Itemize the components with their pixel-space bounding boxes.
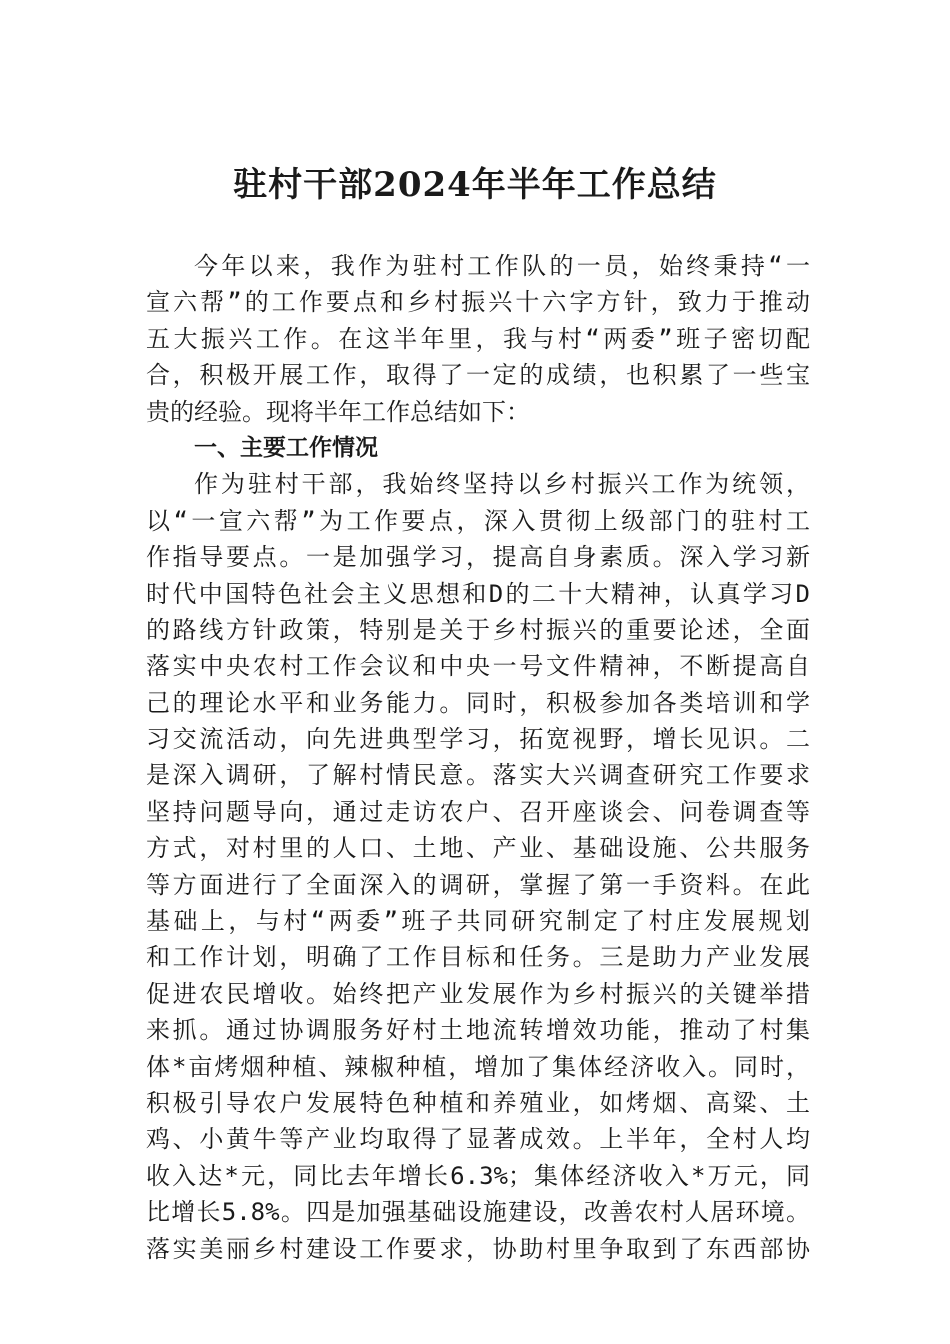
- section-line: 落实美丽乡村建设工作要求，协助村里争取到了东西部协: [146, 1234, 810, 1263]
- section-line: 落实中央农村工作会议和中央一号文件精神，不断提高自: [146, 652, 810, 681]
- intro-line: 贵的经验。现将半年工作总结如下：: [146, 397, 530, 426]
- section-heading: 一、主要工作情况: [194, 434, 378, 461]
- section-line: 作为驻村干部，我始终坚持以乡村振兴工作为统领，: [194, 470, 810, 499]
- section-line: 促进农民增收。始终把产业发展作为乡村振兴的关键举措: [146, 979, 810, 1008]
- section-line: 等方面进行了全面深入的调研，掌握了第一手资料。在此: [146, 870, 810, 899]
- section-line: 和工作计划，明确了工作目标和任务。三是助力产业发展: [146, 943, 810, 972]
- section-line: 作指导要点。一是加强学习，提高自身素质。深入学习新: [146, 543, 810, 572]
- section-line: 的路线方针政策，特别是关于乡村振兴的重要论述，全面: [146, 615, 810, 644]
- section-line: 积极引导农户发展特色种植和养殖业，如烤烟、高粱、土: [146, 1088, 810, 1117]
- section-line: 坚持问题导向，通过走访农户、召开座谈会、问卷调查等: [146, 797, 810, 826]
- section-line: 体*亩烤烟种植、辣椒种植，增加了集体经济收入。同时，: [146, 1052, 810, 1081]
- intro-line: 五大振兴工作。在这半年里，我与村“两委”班子密切配: [146, 324, 810, 353]
- document-title: 驻村干部2024年半年工作总结: [233, 165, 717, 205]
- section-line: 习交流活动，向先进典型学习，拓宽视野，增长见识。二: [146, 725, 810, 754]
- section-line: 来抓。通过协调服务好村土地流转增效功能，推动了村集: [146, 1016, 810, 1045]
- intro-line: 合，积极开展工作，取得了一定的成绩，也积累了一些宝: [146, 361, 810, 390]
- section-line: 己的理论水平和业务能力。同时，积极参加各类培训和学: [146, 688, 810, 717]
- intro-line: 今年以来，我作为驻村工作队的一员，始终秉持“一: [194, 252, 810, 280]
- section-line: 收入达*元，同比去年增长6.3%；集体经济收入*万元，同: [146, 1161, 810, 1190]
- intro-line: 宣六帮”的工作要点和乡村振兴十六字方针，致力于推动: [146, 288, 810, 317]
- section-line: 是深入调研，了解村情民意。落实大兴调查研究工作要求: [146, 761, 810, 790]
- section-line: 以“一宣六帮”为工作要点，深入贯彻上级部门的驻村工: [146, 506, 810, 535]
- section-line: 基础上，与村“两委”班子共同研究制定了村庄发展规划: [146, 907, 810, 936]
- section-line: 鸡、小黄牛等产业均取得了显著成效。上半年，全村人均: [146, 1125, 810, 1154]
- section-line: 时代中国特色社会主义思想和D的二十大精神，认真学习D: [146, 579, 810, 608]
- document-body: [146, 248, 810, 1267]
- section-line: 方式，对村里的人口、土地、产业、基础设施、公共服务: [146, 834, 810, 863]
- section-line: 比增长5.8%。四是加强基础设施建设，改善农村人居环境。: [146, 1198, 810, 1227]
